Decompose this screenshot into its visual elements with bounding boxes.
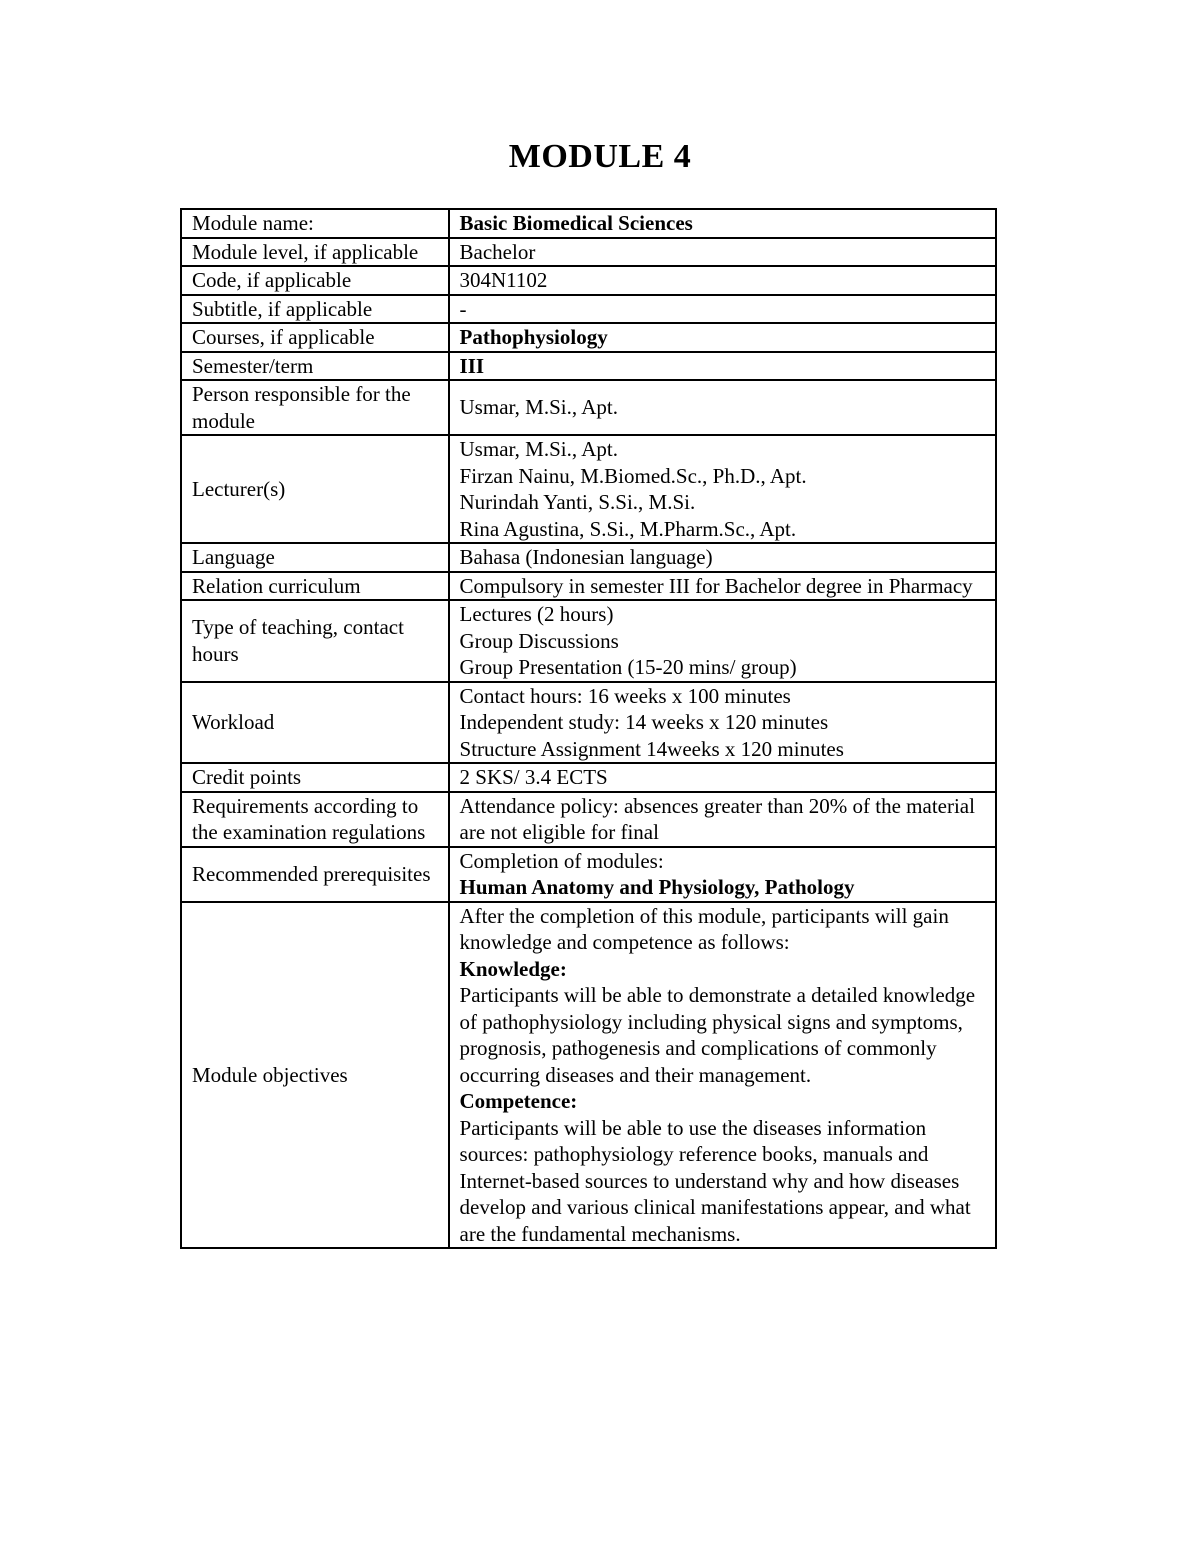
module-level-value: Bachelor bbox=[449, 238, 996, 267]
table-row bbox=[181, 209, 996, 238]
teaching-type-line: Lectures (2 hours) bbox=[459, 602, 614, 626]
prerequisites-modules: Human Anatomy and Physiology, Pathology bbox=[459, 875, 855, 899]
objectives-value bbox=[449, 902, 996, 1249]
objectives-intro: After the completion of this module, participants will gain knowledge and competence as follows: bbox=[459, 903, 949, 954]
subtitle-label: Subtitle, if applicable bbox=[181, 295, 449, 324]
semester-label: Semester/term bbox=[181, 352, 449, 381]
teaching-type-line: Group Presentation (15-20 mins/ group) bbox=[459, 655, 797, 679]
courses-label: Courses, if applicable bbox=[181, 323, 449, 352]
module-level-label: Module level, if applicable bbox=[181, 238, 449, 267]
competence-text: Participants will be able to use the diseases information sources: pathophysiology reference books, manuals and Internet-based sources to understand why and how diseases develop and various clinical manifestations appear, and what are the fundamental mechanisms. bbox=[459, 1115, 971, 1246]
requirements-value: Attendance policy: absences greater than 20% of the material are not eligible for final bbox=[449, 792, 996, 847]
table-row bbox=[181, 435, 996, 543]
lecturer-name: Rina Agustina, S.Si., M.Pharm.Sc., Apt. bbox=[459, 516, 797, 541]
workload-line: Contact hours: 16 weeks x 100 minutes bbox=[459, 683, 791, 708]
module-name-value: Basic Biomedical Sciences bbox=[449, 209, 996, 238]
table-row bbox=[181, 238, 996, 267]
module-table bbox=[180, 208, 997, 1249]
lecturer-name: Nurindah Yanti, S.Si., M.Si. bbox=[459, 490, 696, 514]
knowledge-heading: Knowledge: bbox=[459, 956, 567, 981]
lecturer-name: Usmar, M.Si., Apt. bbox=[459, 437, 618, 461]
module-name-label: Module name: bbox=[181, 209, 449, 238]
prerequisites-value bbox=[449, 847, 996, 902]
courses-value: Pathophysiology bbox=[449, 323, 996, 352]
code-value: 304N1102 bbox=[449, 266, 996, 295]
workload-line: Structure Assignment 14weeks x 120 minutes bbox=[459, 736, 844, 761]
prerequisites-label: Recommended prerequisites bbox=[181, 847, 449, 902]
workload-line: Independent study: 14 weeks x 120 minutes bbox=[459, 710, 829, 734]
lecturer-name: Firzan Nainu, M.Biomed.Sc., Ph.D., Apt. bbox=[459, 463, 807, 488]
table-row bbox=[181, 682, 996, 764]
relation-curriculum-label: Relation curriculum bbox=[181, 572, 449, 601]
person-responsible-value: Usmar, M.Si., Apt. bbox=[449, 380, 996, 435]
prerequisites-intro: Completion of modules: bbox=[459, 848, 664, 873]
teaching-type-line: Group Discussions bbox=[459, 628, 619, 653]
table-row bbox=[181, 380, 996, 435]
table-row bbox=[181, 352, 996, 381]
subtitle-value: - bbox=[449, 295, 996, 324]
relation-curriculum-value: Compulsory in semester III for Bachelor degree in Pharmacy bbox=[449, 572, 996, 601]
language-value: Bahasa (Indonesian language) bbox=[449, 543, 996, 572]
teaching-type-value bbox=[449, 600, 996, 682]
lecturers-label: Lecturer(s) bbox=[181, 435, 449, 543]
table-row bbox=[181, 763, 996, 792]
person-responsible-label: Person responsible for the module bbox=[181, 380, 449, 435]
workload-value bbox=[449, 682, 996, 764]
table-row bbox=[181, 600, 996, 682]
objectives-label: Module objectives bbox=[181, 902, 449, 1249]
table-row bbox=[181, 323, 996, 352]
language-label: Language bbox=[181, 543, 449, 572]
table-row bbox=[181, 543, 996, 572]
workload-label: Workload bbox=[181, 682, 449, 764]
lecturers-value bbox=[449, 435, 996, 543]
table-row bbox=[181, 792, 996, 847]
table-row bbox=[181, 847, 996, 902]
credit-points-label: Credit points bbox=[181, 763, 449, 792]
page-title: MODULE 4 bbox=[508, 138, 692, 175]
teaching-type-label: Type of teaching, contact hours bbox=[181, 600, 449, 682]
requirements-label: Requirements according to the examination regulations bbox=[181, 792, 449, 847]
semester-value: III bbox=[449, 352, 996, 381]
knowledge-text: Participants will be able to demonstrate a detailed knowledge of pathophysiology including physical signs and symptoms, prognosis, pathogenesis and complications of commonly occurring diseases and their management. bbox=[459, 983, 976, 1087]
credit-points-value: 2 SKS/ 3.4 ECTS bbox=[449, 763, 996, 792]
table-row bbox=[181, 295, 996, 324]
table-row bbox=[181, 266, 996, 295]
table-row bbox=[181, 572, 996, 601]
table-row bbox=[181, 902, 996, 1249]
competence-heading: Competence: bbox=[459, 1089, 578, 1113]
code-label: Code, if applicable bbox=[181, 266, 449, 295]
